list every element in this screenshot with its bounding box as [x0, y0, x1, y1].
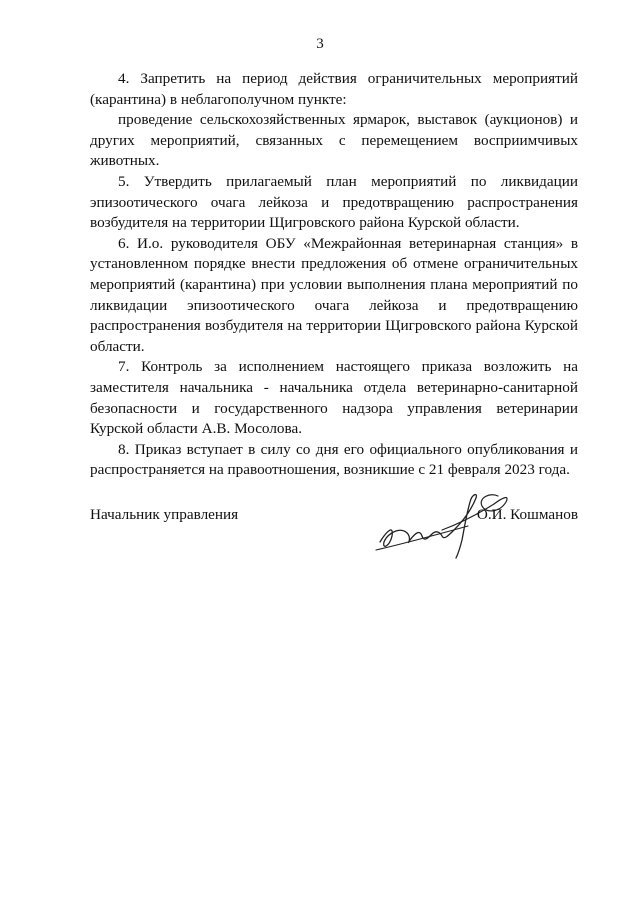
signature-block [90, 506, 578, 586]
paragraph-item-6: 6. И.о. руководителя ОБУ «Межрайонная ветеринарная станция» в установленном порядке внести предложения об отмене ограничительных мероприятий (карантина) при условии выполнения плана мероприятий по ликвидации эпизоотического очага лейкоза и предотвращению распространения возбудителя на территории Щигровского района Курской области. [90, 234, 578, 355]
handwritten-signature [372, 484, 522, 564]
page-number: 3 [316, 36, 324, 52]
paragraph-item-4: 4. Запретить на период действия ограничительных мероприятий (карантина) в неблагополучном пункте: [90, 70, 578, 108]
paragraph-item-7: 7. Контроль за исполнением настоящего приказа возложить на заместителя начальника - начальника отдела ветеринарно-санитарной безопасности и государственного надзора управления ветеринарии Курской области А.В. Мосолова. [90, 358, 578, 438]
paragraph-item-5: 5. Утвердить прилагаемый план мероприятий по ликвидации эпизоотического очага лейкоза и предотвращению распространения возбудителя на территории Щигровского района Курской области. [90, 172, 578, 232]
document-body [90, 69, 578, 481]
paragraph-item-4-detail: проведение сельскохозяйственных ярмарок, выставок (аукционов) и других мероприятий, связанных с перемещением восприимчивых животных. [90, 111, 578, 170]
paragraph-item-8: 8. Приказ вступает в силу со дня его официального опубликования и распространяется на правоотношения, возникшие с 21 февраля 2023 года. [90, 440, 578, 479]
signatory-title: Начальник управления [90, 506, 239, 523]
signatory-name: О.И. Кошманов [476, 506, 578, 523]
